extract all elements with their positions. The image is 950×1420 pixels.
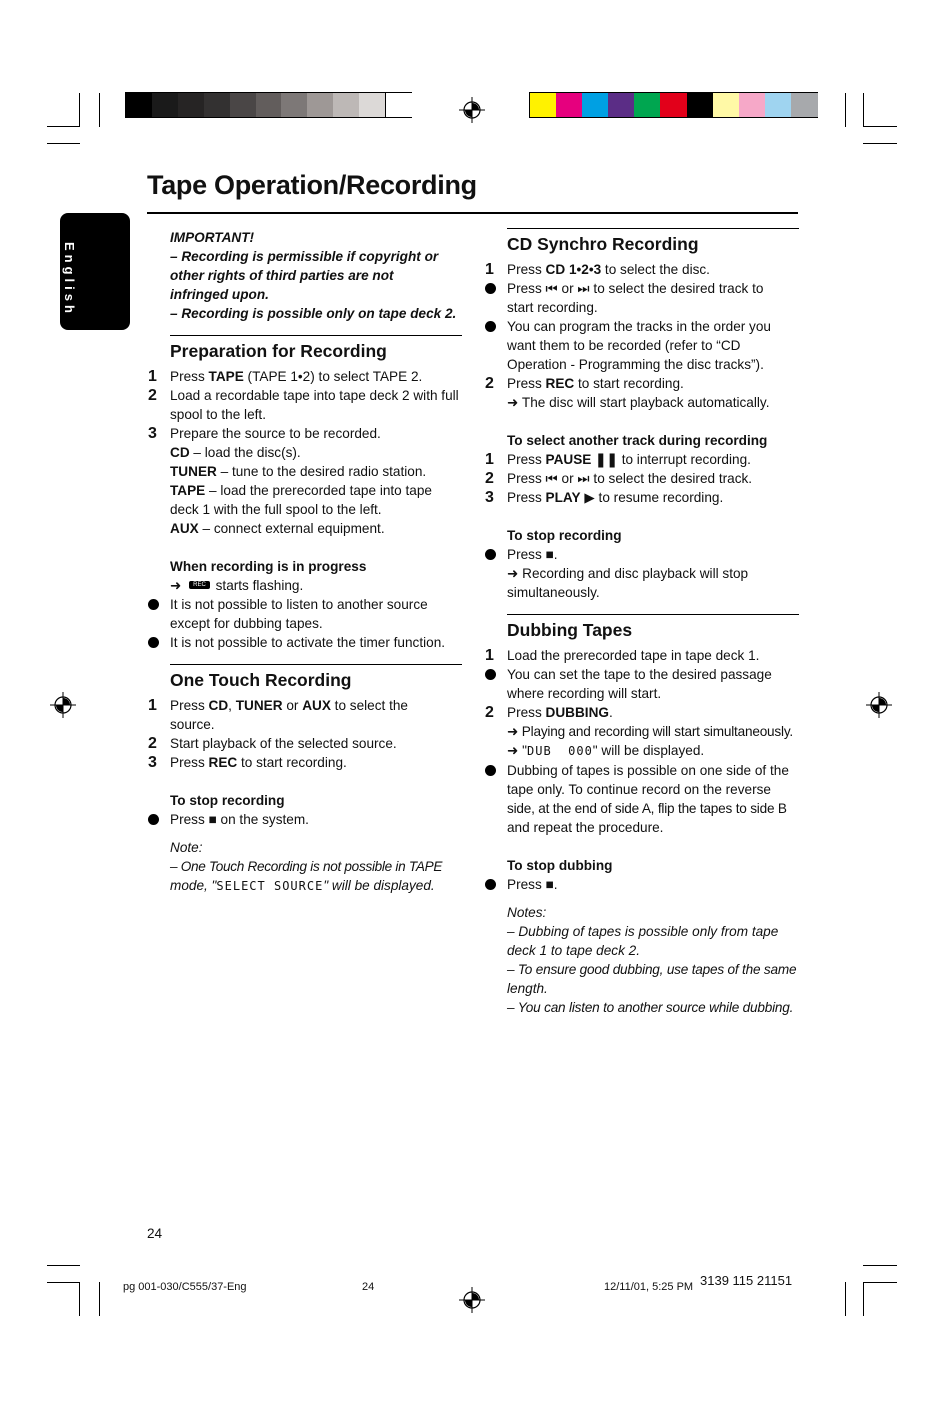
note-line: length. — [507, 981, 548, 996]
bullet-icon — [485, 321, 496, 332]
registration-mark-icon — [459, 1287, 485, 1313]
color-swatch — [556, 93, 583, 117]
subheading-stop-recording: To stop recording — [170, 793, 285, 808]
step-continuation: source. — [170, 717, 215, 732]
important-line: other rights of third parties are not — [170, 268, 394, 283]
step-continuation: spool to the left. — [170, 407, 266, 422]
arrow-icon: ➜ — [507, 566, 519, 581]
color-swatch — [660, 93, 687, 117]
stop-icon: ■ — [545, 877, 554, 892]
important-line: infringed upon. — [170, 287, 269, 302]
color-swatch — [608, 93, 635, 117]
arrow-icon: ➜ — [507, 395, 519, 410]
page-number: 24 — [147, 1226, 163, 1241]
left-column — [148, 228, 462, 896]
color-swatch — [256, 93, 282, 117]
bullet-continuation: tape only. To continue record on the reverse — [507, 782, 771, 797]
arrow-continuation: simultaneously. — [507, 585, 600, 600]
color-swatch — [687, 93, 714, 117]
arrow-line: ➜ "DUB 000" will be displayed. — [507, 743, 705, 758]
lcd-text: DUB 000 — [527, 744, 593, 758]
source-tape: TAPE – load the prerecorded tape into tape — [170, 483, 432, 498]
registration-mark-icon — [50, 692, 76, 718]
step-item: 2 Press ⏮ or ⏭ to select the desired track. — [485, 470, 753, 487]
bullet-icon — [148, 814, 159, 825]
arrow-icon: ➜ — [507, 724, 519, 739]
section-title-preparation: Preparation for Recording — [170, 341, 387, 361]
color-swatch — [152, 93, 178, 117]
arrow-icon: ➜ — [170, 578, 182, 593]
bullet-continuation: and repeat the procedure. — [507, 820, 664, 835]
step-item: 1 Press TAPE (TAPE 1•2) to select TAPE 2. — [148, 368, 423, 385]
grayscale-bar — [125, 92, 412, 118]
note-line: – You can listen to another source while dubbing. — [507, 1000, 794, 1015]
bullet-icon — [148, 599, 159, 610]
rec-flashing-line: ➜ REC starts flashing. — [170, 578, 304, 593]
subheading-another-track: To select another track during recording — [507, 433, 768, 448]
rec-indicator-icon: REC — [189, 581, 210, 589]
play-icon: ▶ — [580, 490, 595, 505]
color-swatch — [230, 93, 256, 117]
note-line: mode, "SELECT SOURCE" will be displayed. — [170, 878, 435, 893]
lcd-text: SELECT SOURCE — [216, 879, 324, 893]
source-cd: CD – load the disc(s). — [170, 445, 301, 460]
step-item: 1 Press CD, TUNER or AUX to select the — [148, 697, 408, 714]
section-rule — [170, 335, 462, 336]
language-tab-label: English — [62, 242, 77, 317]
arrow-line: ➜ Recording and disc playback will stop — [507, 566, 749, 581]
step-item: 2 Start playback of the selected source. — [148, 735, 397, 752]
color-swatch — [307, 93, 333, 117]
arrow-line: ➜ The disc will start playback automatically. — [507, 395, 770, 410]
color-swatch — [765, 93, 792, 117]
bullet-item: You can program the tracks in the order you — [507, 317, 799, 336]
color-swatch — [791, 93, 818, 117]
bullet-item: Press ■. — [507, 545, 799, 564]
color-swatch — [739, 93, 766, 117]
footer-date: 12/11/01, 5:25 PM — [604, 1281, 694, 1293]
bullet-icon — [485, 283, 496, 294]
important-heading: IMPORTANT! — [170, 230, 255, 245]
subheading-in-progress: When recording is in progress — [170, 559, 367, 574]
color-swatch — [530, 93, 557, 117]
bullet-item: Press ■ on the system. — [170, 810, 462, 829]
right-column — [485, 228, 799, 1017]
footer-code: 3139 115 21151 — [700, 1273, 793, 1288]
step-item: 1 Press CD 1•2•3 to select the disc. — [485, 261, 710, 278]
pause-icon: ❚❚ — [591, 452, 618, 467]
step-item: 2 Load a recordable tape into tape deck 2 with full — [148, 387, 459, 404]
bullet-item: Press ⏮ or ⏭ to select the desired track to — [507, 279, 799, 298]
next-icon: ⏭ — [577, 471, 590, 486]
important-line: – Recording is permissible if copyright or — [170, 249, 439, 264]
bullet-continuation: where recording will start. — [507, 686, 662, 701]
note-line: – To ensure good dubbing, use tapes of the same — [507, 962, 797, 977]
color-swatch — [204, 93, 230, 117]
color-swatch — [713, 93, 740, 117]
bullet-item: Press ■. — [507, 875, 799, 894]
color-swatch — [359, 93, 385, 117]
color-swatch — [281, 93, 307, 117]
section-rule — [507, 614, 799, 615]
next-icon: ⏭ — [577, 281, 590, 296]
footer-page: 24 — [362, 1281, 375, 1293]
step-item: 1 Press PAUSE ❚❚ to interrupt recording. — [485, 451, 751, 468]
color-bar — [529, 92, 818, 118]
bullet-icon — [485, 879, 496, 890]
bullet-icon — [485, 549, 496, 560]
step-item: 2 Press REC to start recording. — [485, 375, 684, 392]
color-swatch — [385, 93, 412, 117]
subheading-stop-dubbing: To stop dubbing — [507, 858, 613, 873]
section-title-one-touch: One Touch Recording — [170, 670, 352, 690]
bullet-continuation: except for dubbing tapes. — [170, 616, 323, 631]
bullet-icon — [485, 765, 496, 776]
arrow-icon: ➜ — [507, 743, 519, 758]
bullet-item: Dubbing of tapes is possible on one side of the — [507, 761, 799, 780]
notes-heading: Notes: — [507, 905, 547, 920]
bullet-continuation: start recording. — [507, 300, 598, 315]
stop-icon: ■ — [545, 547, 554, 562]
bullet-item: It is not possible to listen to another source — [170, 595, 462, 614]
note-heading: Note: — [170, 840, 203, 855]
arrow-line: ➜ Playing and recording will start simultaneously. — [507, 724, 793, 739]
note-line: – One Touch Recording is not possible in TAPE — [170, 859, 443, 874]
section-title-dubbing: Dubbing Tapes — [507, 620, 633, 640]
bullet-continuation: want them to be recorded (refer to “CD — [507, 338, 741, 353]
step-item: 1 Load the prerecorded tape in tape deck 1. — [485, 647, 760, 664]
page-title: Tape Operation/Recording — [147, 170, 477, 200]
previous-icon: ⏮ — [545, 281, 558, 296]
step-item: 2 Press DUBBING. — [485, 704, 613, 721]
section-rule — [170, 664, 462, 665]
footer-file: pg 001-030/C555/37-Eng — [123, 1281, 247, 1293]
color-swatch — [582, 93, 609, 117]
step-item: 3 Prepare the source to be recorded. — [148, 425, 381, 442]
stop-icon: ■ — [208, 812, 217, 827]
color-swatch — [126, 93, 152, 117]
section-rule — [507, 228, 799, 229]
source-tape-continuation: deck 1 with the full spool to the left. — [170, 502, 382, 517]
note-line: – Dubbing of tapes is possible only from tape — [507, 924, 779, 939]
step-item: 3 Press REC to start recording. — [148, 754, 347, 771]
source-tuner: TUNER – tune to the desired radio station. — [170, 464, 427, 479]
important-line: – Recording is possible only on tape deck 2. — [170, 306, 457, 321]
note-line: deck 1 to tape deck 2. — [507, 943, 641, 958]
registration-mark-icon — [866, 692, 892, 718]
previous-icon: ⏮ — [545, 471, 558, 486]
bullet-icon — [148, 637, 159, 648]
bullet-continuation: side, at the end of side A, flip the tapes to side B — [507, 801, 787, 816]
color-swatch — [634, 93, 661, 117]
color-swatch — [178, 93, 204, 117]
bullet-item: You can set the tape to the desired passage — [507, 665, 799, 684]
bullet-item: It is not possible to activate the timer function. — [170, 633, 462, 652]
bullet-continuation: Operation - Programming the disc tracks”). — [507, 357, 764, 372]
title-rule — [147, 212, 798, 214]
step-item: 3 Press PLAY ▶ to resume recording. — [485, 489, 724, 506]
registration-mark-icon — [459, 97, 485, 123]
bullet-icon — [485, 669, 496, 680]
subheading-stop-recording: To stop recording — [507, 528, 622, 543]
section-title-cd-synchro: CD Synchro Recording — [507, 234, 699, 254]
color-swatch — [333, 93, 359, 117]
source-aux: AUX – connect external equipment. — [170, 521, 385, 536]
